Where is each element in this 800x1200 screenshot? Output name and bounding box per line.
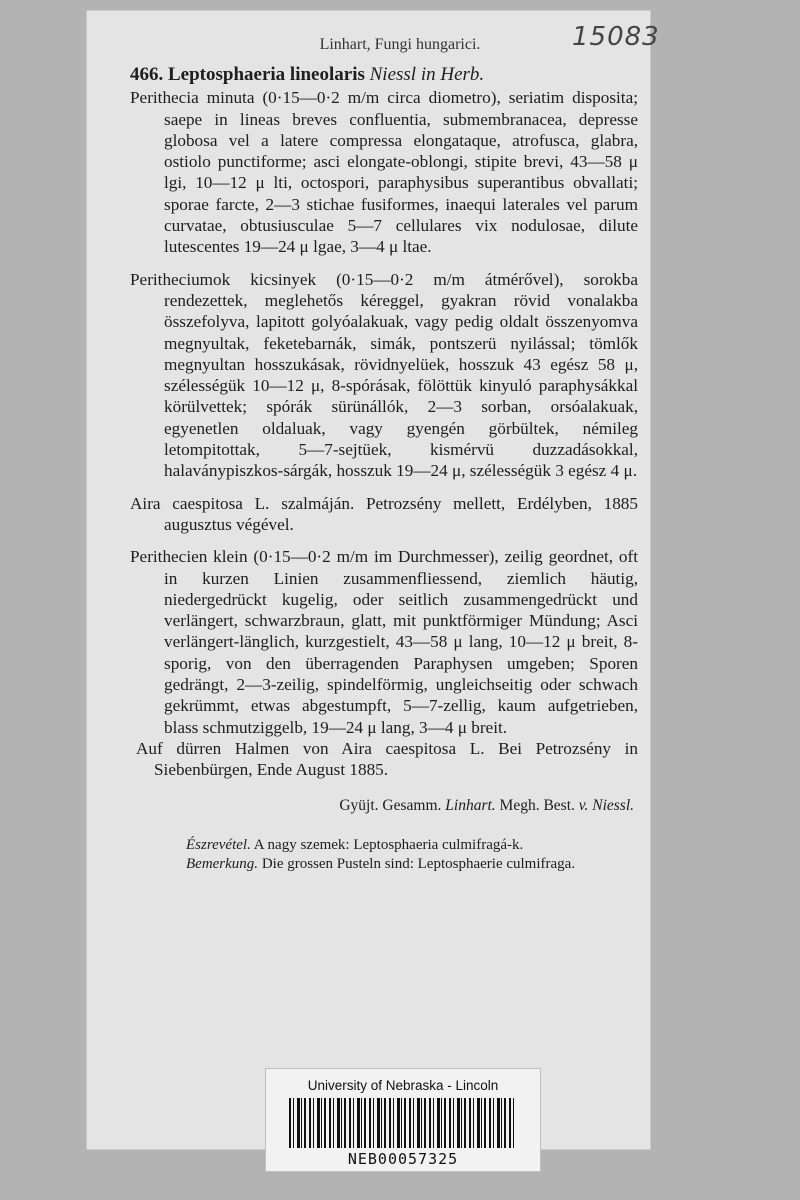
exsiccata-number: 466.: [130, 64, 164, 85]
label-text: [130, 64, 638, 874]
barcode-number: NEB00057325: [347, 1150, 459, 1168]
german-locality: Auf dürren Halmen von Aira caespitosa L. Bei Petrozsény in Siebenbürgen, Ende August 1885.: [136, 738, 638, 780]
institution-name: University of Nebraska - Lincoln: [307, 1078, 499, 1093]
determiner-name: v. Niessl.: [578, 796, 634, 814]
german-note-label: Bemerkung.: [186, 855, 259, 872]
german-note: [130, 855, 638, 874]
species-name: Leptosphaeria lineolaris: [168, 64, 365, 85]
handwritten-accession-number: 15083: [572, 22, 660, 52]
barcode-label: [265, 1068, 541, 1172]
hungarian-note-text: A nagy szemek: Leptosphaeria culmifragá-k.: [253, 836, 524, 853]
notes-block: [130, 836, 638, 874]
hungarian-locality: Aira caespitosa L. szalmáján. Petrozsény mellett, Erdélyben, 1885 augusztus végével.: [130, 493, 638, 534]
determiner-prefix: Megh. Best.: [499, 796, 575, 814]
species-title: [130, 64, 638, 85]
collector-name: Linhart.: [445, 796, 496, 814]
collector-prefix: Gyüjt. Gesamm.: [339, 796, 442, 814]
latin-description: Perithecia minuta (0·15—0·2 m/m circa diometro), seriatim disposita; saepe in lineas breves confluentia, submembranacea, depresse globosa vel a latere compressa elongataque, atrofusca, glabra, ostiolo punctiforme; asci elongate-oblongi, stipite brevi, 43—58 μ lgi, 10—12 μ lti, octospori, paraphysibus superantibus obvallati; sporae farcte, 2—3 stichae fusiformes, inaequi laterales vel parum curvatae, obtusiusculae 5—7 cellulares vix nodulosae, dilute lutescentes 19—24 μ lgae, 3—4 μ ltae.: [130, 88, 638, 257]
hungarian-description: Peritheciumok kicsinyek (0·15—0·2 m/m átmérővel), sorokba rendezettek, meglehetős kéreggel, gyakran rövid vonalakba összefolyva, lapitott golyóalakuak, vagy pedig oldalt összenyomva megnyultak, feketebarnák, simák, pontszerü nyilással; tömlők megnyultan hosszukásak, rövidnyelüek, hosszuk 43 egész 58 μ, szélességük 10—12 μ, 8-spórásak, fölöttük kinyuló paraphysákkal körülvettek; spórák sürünállók, 2—3 sorban, orsóalakuak, egyenetlen oldaluak, vagy gyengén görbültek, némileg letompitottak, 5—7-sejtüek, kismérvü duzzadásokkal, halaványpiszkos-sárgák, hosszuk 19—24 μ, szélességük 3 egész 4 μ.: [130, 269, 638, 481]
german-description: Perithecien klein (0·15—0·2 m/m im Durchmesser), zeilig geordnet, oft in kurzen Linien zusammenfliessend, ziemlich häutig, niedergedrückt kugelig, oder seitlich zusammengedrückt und verlängert, schwarzbraun, glatt, mit punktförmiger Mündung; Asci verlängert-länglich, kurzgestielt, 43—58 μ lang, 10—12 μ breit, 8-sporig, von den überragenden Paraphysen umgeben; Sporen gedrängt, 2—3-zeilig, spindelförmig, ungleichseitig oder schwach gekrümmt, etwas abgestumpft, 5—7-zellig, kaum aufgetrieben, blass schmutziggelb, 19—24 μ lang, 3—4 μ breit.: [130, 547, 638, 737]
species-authority: Niessl in Herb.: [369, 64, 485, 85]
german-note-text: Die grossen Pusteln sind: Leptosphaerie culmifraga.: [261, 855, 576, 872]
hungarian-note: [130, 836, 638, 855]
running-head: Linhart, Fungi hungarici.: [319, 36, 481, 53]
barcode-icon: [289, 1098, 517, 1148]
hungarian-note-label: Észrevétel.: [186, 836, 251, 853]
collector-line: [130, 795, 638, 816]
